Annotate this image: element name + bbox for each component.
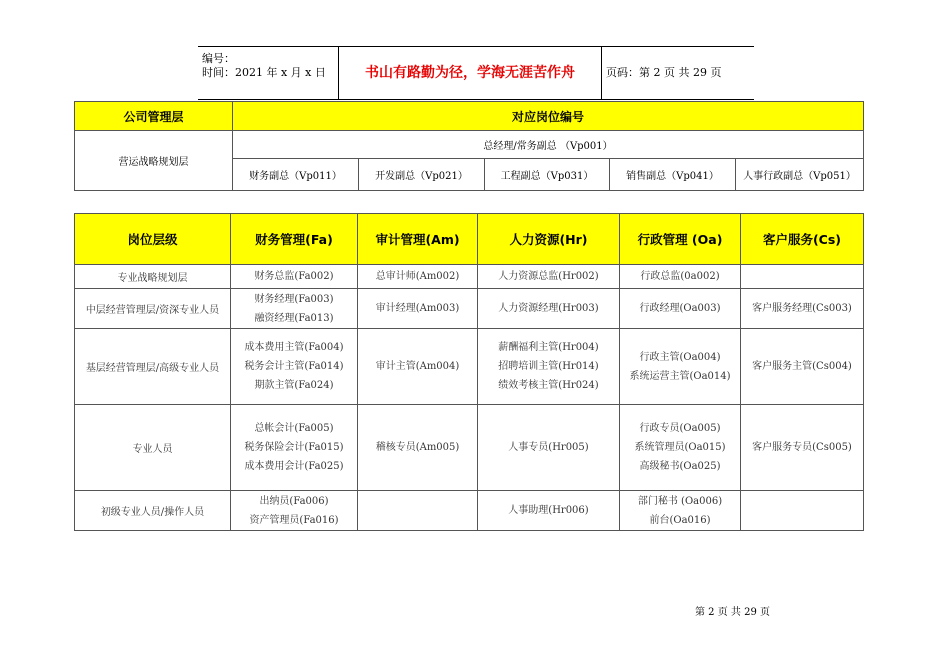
position-entry: 客户服务主管(Cs004) xyxy=(752,361,852,372)
position-entry: 总帐会计(Fa005) xyxy=(254,423,334,434)
oa-cell xyxy=(620,491,741,531)
position-entry: 总审计师(Am002) xyxy=(375,271,460,282)
am-cell xyxy=(358,265,478,289)
vp-cell: 财务副总（Vp011） xyxy=(233,159,359,191)
table-row xyxy=(75,289,864,329)
cs-cell xyxy=(741,329,864,405)
position-entry: 客户服务专员(Cs005) xyxy=(752,442,852,453)
level-cell: 基层经营管理层/高级专业人员 xyxy=(75,329,231,405)
header-meta xyxy=(198,47,338,99)
oa-cell xyxy=(620,289,741,329)
am-cell xyxy=(358,405,478,491)
position-entry: 期款主管(Fa024) xyxy=(254,380,334,391)
position-entry: 行政总监(0a002) xyxy=(640,271,720,282)
cs-cell xyxy=(741,405,864,491)
position-entry: 部门秘书 (Oa006) xyxy=(637,495,723,507)
vp-cell: 人事行政副总（Vp051） xyxy=(736,159,864,191)
level-cell: 专业人员 xyxy=(75,405,231,491)
table-row xyxy=(75,405,864,491)
header-cell: 岗位层级 xyxy=(75,214,231,265)
position-entry: 财务经理(Fa003) xyxy=(254,293,334,305)
cs-cell xyxy=(741,289,864,329)
hr-cell xyxy=(478,265,620,289)
header-cell: 行政管理 (Oa) xyxy=(620,214,741,265)
fa-cell xyxy=(231,491,358,531)
am-cell xyxy=(358,329,478,405)
position-entry: 人事专员(Hr005) xyxy=(508,442,589,453)
position-entry: 成本费用主管(Fa004) xyxy=(244,342,344,353)
header-cell: 财务管理(Fa) xyxy=(231,214,358,265)
position-entry: 系统管理员(Oa015) xyxy=(634,442,726,453)
vp-cell: 工程副总（Vp031） xyxy=(485,159,610,191)
management-table xyxy=(74,101,864,191)
header-cell: 审计管理(Am) xyxy=(358,214,478,265)
position-entry: 稽核专员(Am005) xyxy=(375,442,460,453)
header-cell: 客户服务(Cs) xyxy=(741,214,864,265)
position-entry: 系统运营主管(Oa014) xyxy=(629,370,731,382)
hr-cell xyxy=(478,491,620,531)
number-label: 编号： xyxy=(202,52,235,65)
vp-cell: 开发副总（Vp021） xyxy=(359,159,485,191)
page-footer: 第 2 页 共 29 页 xyxy=(695,607,770,618)
hr-cell xyxy=(478,329,620,405)
position-entry: 薪酬福利主管(Hr004) xyxy=(498,342,599,353)
position-entry: 客户服务经理(Cs003) xyxy=(752,303,852,314)
position-entry: 人事助理(Hr006) xyxy=(508,505,589,516)
table-row xyxy=(75,329,864,405)
position-entry: 财务总监(Fa002) xyxy=(254,271,334,282)
am-cell xyxy=(358,289,478,329)
position-code-header: 对应岗位编号 xyxy=(233,102,864,131)
position-table xyxy=(74,213,864,531)
vp-cell: 销售副总（Vp041） xyxy=(610,159,736,191)
position-entry: 人力资源经理(Hr003) xyxy=(498,303,599,314)
cs-cell xyxy=(741,265,864,289)
position-entry: 前台(Oa016) xyxy=(649,514,711,526)
hr-cell xyxy=(478,289,620,329)
position-entry: 出纳员(Fa006) xyxy=(259,495,329,507)
hr-cell xyxy=(478,405,620,491)
position-entry: 高级秘书(Oa025) xyxy=(639,461,721,472)
position-entry: 资产管理员(Fa016) xyxy=(249,514,339,526)
oa-cell xyxy=(620,265,741,289)
document-header xyxy=(198,46,754,100)
time-label: 时间：2021 年 x 月 x 日 xyxy=(202,66,326,79)
position-entry: 融资经理(Fa013) xyxy=(254,312,334,324)
management-col-header: 公司管理层 xyxy=(75,102,233,131)
position-entry: 审计经理(Am003) xyxy=(375,303,460,314)
level-cell: 中层经营管理层/资深专业人员 xyxy=(75,289,231,329)
position-entry: 成本费用会计(Fa025) xyxy=(244,461,344,472)
level-cell: 专业战略规划层 xyxy=(75,265,231,289)
fa-cell xyxy=(231,329,358,405)
table-row xyxy=(75,491,864,531)
position-entry: 审计主管(Am004) xyxy=(375,361,460,372)
header-cell: 人力资源(Hr) xyxy=(478,214,620,265)
position-entry: 行政专员(Oa005) xyxy=(639,423,721,434)
level-cell: 初级专业人员/操作人员 xyxy=(75,491,231,531)
position-entry: 绩效考核主管(Hr024) xyxy=(498,380,599,391)
fa-cell xyxy=(231,265,358,289)
page-label: 页码：第 2 页 共 29 页 xyxy=(606,66,722,79)
oa-cell xyxy=(620,405,741,491)
motto: 书山有路勤为径，学海无涯苦作舟 xyxy=(338,47,602,99)
oa-cell xyxy=(620,329,741,405)
strategy-level-label: 营运战略规划层 xyxy=(75,131,233,191)
position-entry: 税务保险会计(Fa015) xyxy=(244,442,344,453)
cs-cell xyxy=(741,491,864,531)
position-entry: 税务会计主管(Fa014) xyxy=(244,361,344,372)
am-cell xyxy=(358,491,478,531)
position-entry: 行政主管(Oa004) xyxy=(639,351,721,363)
fa-cell xyxy=(231,405,358,491)
general-manager-cell: 总经理/常务副总 （Vp001） xyxy=(233,131,864,159)
position-entry: 招聘培训主管(Hr014) xyxy=(498,361,599,372)
fa-cell xyxy=(231,289,358,329)
position-entry: 行政经理(Oa003) xyxy=(639,303,721,314)
position-entry: 人力资源总监(Hr002) xyxy=(498,271,599,282)
table-row xyxy=(75,265,864,289)
